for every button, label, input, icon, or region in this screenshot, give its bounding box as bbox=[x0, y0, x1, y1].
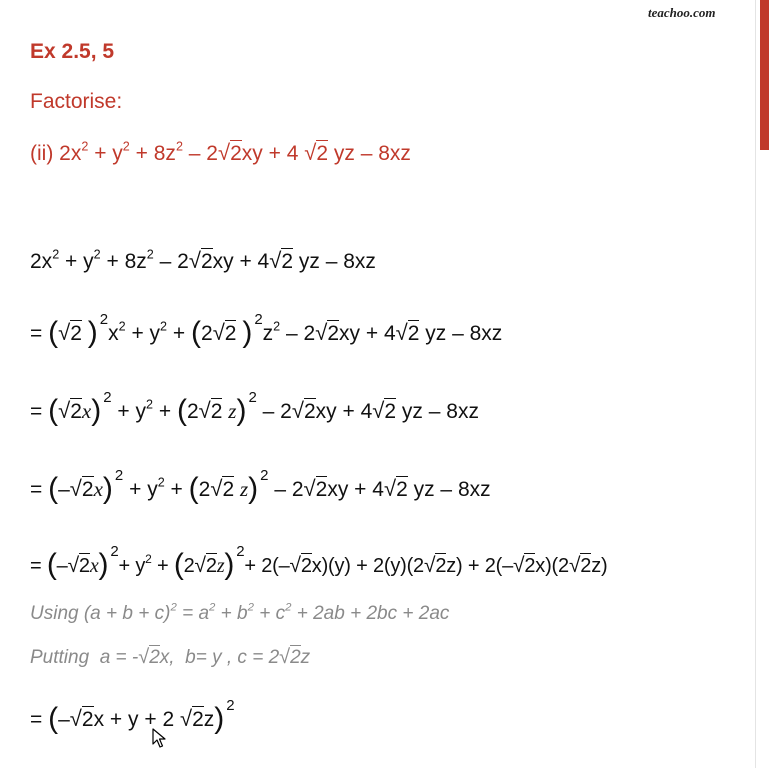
substitution-note: Putting a = -√2x, b= y , c = 2√2z bbox=[30, 646, 311, 668]
identity-note: Using $(a + b + c)^2 = a^2 + b^2 + c^2 + 2ab + 2bc + 2ac$ bbox=[30, 601, 450, 624]
scrollbar-thumb[interactable] bbox=[760, 0, 769, 150]
solution-step-1: $2x^2 + y^2 + 8z^2 - 2√2xy + 4√2$ yz – 8xz bbox=[30, 247, 376, 273]
teachoo-watermark: teachoo.com bbox=[648, 5, 716, 20]
final-result: = (–√2x + y + 2 √2z) $^2$ bbox=[30, 697, 235, 735]
solution-step-3: = (√2x) $^2 + y^2 + (2√2$ z) $^2$ – 2√2xy + 4√2 yz – 8xz bbox=[30, 389, 479, 427]
solution-step-5: = (–√2x) $^2+ y^2 + (2√2z)$ $^2$+ 2(–√2x)(y) + 2(y)(2√2z) + 2(–√2x)(2√2z) bbox=[30, 543, 608, 581]
solution-step-2: = (√2 ) $^2x^2 + y^2 + (2√2$ ) $^2z^2 - 2√2xy + 4√2$ yz – 8xz bbox=[30, 311, 503, 349]
vertical-scrollbar[interactable] bbox=[755, 0, 770, 768]
question-part-ii: (ii) $2x^2 + y^2 + 8z^2 - 2√2xy + 4$ √2 yz – 8xz bbox=[30, 139, 411, 165]
exercise-title: Ex 2.5, 5 bbox=[30, 40, 115, 63]
mouse-pointer-icon bbox=[152, 728, 168, 750]
solution-step-4: = (–√2x) $^2 + y^2 + (2√2$ z) $^2$ – 2√2xy + 4√2 yz – 8xz bbox=[30, 467, 491, 505]
instruction-text: Factorise: bbox=[30, 90, 123, 113]
